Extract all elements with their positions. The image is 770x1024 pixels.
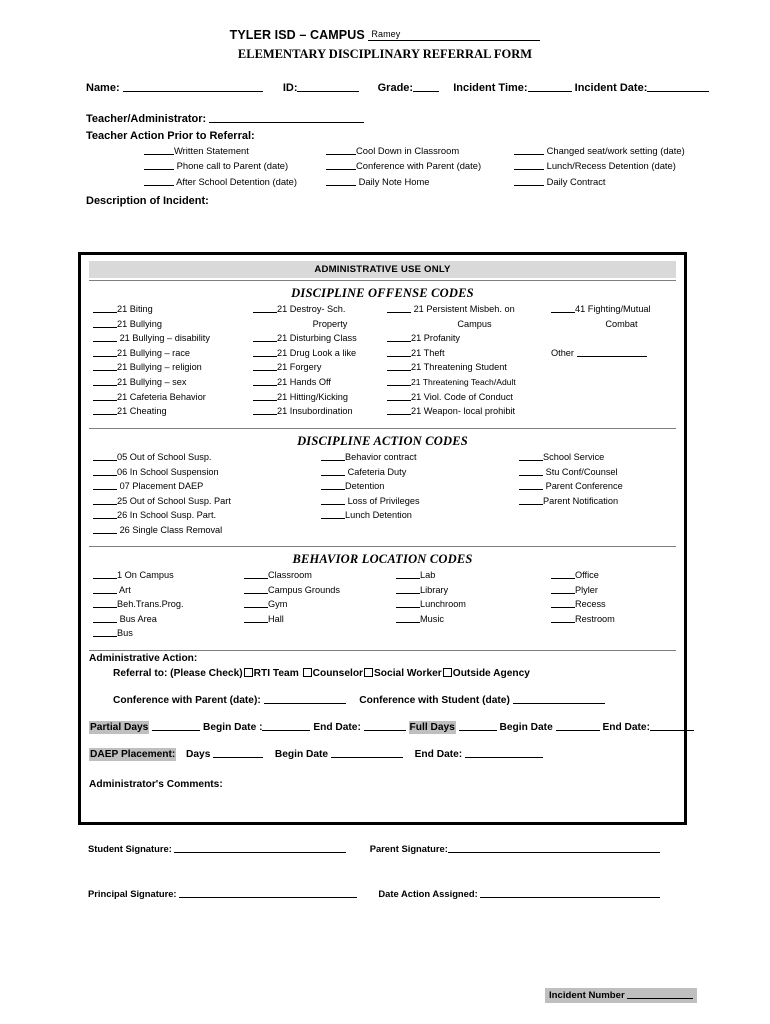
- offense-blank[interactable]: [551, 312, 575, 313]
- daep-row: [89, 749, 676, 760]
- location-blank[interactable]: [396, 593, 420, 594]
- divider: [89, 650, 676, 651]
- referral-option-label: Outside Agency: [452, 668, 530, 679]
- offense-item[interactable]: [387, 304, 552, 319]
- action-item-label: 06 In School Suspension: [117, 466, 219, 477]
- offense-item-label: 21 Bullying – religion: [117, 362, 202, 373]
- page-title: ELEMENTARY DISCIPLINARY REFERRAL FORM: [237, 47, 533, 61]
- location-item[interactable]: [551, 570, 691, 585]
- offense-item-label: 21 Drug Look a like: [277, 347, 357, 358]
- offense-blank[interactable]: [387, 341, 411, 342]
- offense-item[interactable]: [93, 392, 258, 407]
- partial-end-date-input[interactable]: [364, 730, 406, 731]
- offense-col-3: [387, 304, 552, 421]
- incident-time-input[interactable]: [528, 91, 572, 92]
- teacher-action-item[interactable]: [326, 176, 481, 191]
- location-blank[interactable]: [551, 607, 575, 608]
- signature-row-1: [88, 843, 688, 854]
- offense-other-label: Other: [551, 347, 574, 358]
- date-action-assigned-input[interactable]: [480, 897, 660, 898]
- teacher-action-item[interactable]: [144, 176, 297, 191]
- action-item[interactable]: [321, 467, 501, 482]
- action-item[interactable]: [519, 467, 694, 482]
- offense-item-label: 21 Cafeteria Behavior: [117, 391, 206, 402]
- action-item[interactable]: [321, 481, 501, 496]
- parent-signature-input[interactable]: [448, 852, 660, 853]
- teacher-admin-row: [86, 113, 684, 125]
- location-item[interactable]: [551, 599, 691, 614]
- signature-row-2: [88, 888, 688, 899]
- location-codes-title: BEHAVIOR LOCATION CODES: [292, 552, 473, 566]
- offense-item[interactable]: [253, 377, 393, 392]
- incident-date-label: Incident Date:: [574, 82, 648, 94]
- location-item-label: Plyler: [575, 584, 598, 595]
- teacher-action-options: [144, 145, 684, 192]
- location-item-label: Campus Grounds: [268, 584, 341, 595]
- action-item[interactable]: [321, 510, 501, 525]
- administrative-use-box: [78, 252, 687, 825]
- action-item-label: Detention: [345, 481, 385, 492]
- partial-days-label: Partial Days: [90, 722, 149, 733]
- offense-item-label: 21 Threatening Student: [411, 362, 507, 373]
- referral-to-label: Referral to: (Please Check): [113, 668, 243, 679]
- location-item-label: Recess: [575, 599, 606, 610]
- offense-blank[interactable]: [93, 327, 117, 328]
- name-input[interactable]: [123, 91, 263, 92]
- action-blank[interactable]: [519, 489, 543, 490]
- location-blank[interactable]: [244, 578, 268, 579]
- action-item-label: Parent Notification: [543, 495, 619, 506]
- signature-section: [88, 843, 688, 899]
- action-blank[interactable]: [93, 489, 117, 490]
- location-blank[interactable]: [93, 578, 117, 579]
- teacher-admin-input[interactable]: [209, 122, 364, 123]
- full-days-label: Full Days: [409, 722, 455, 733]
- teacher-action-blank[interactable]: [326, 154, 356, 155]
- location-item[interactable]: [244, 570, 399, 585]
- divider: [89, 428, 676, 429]
- offense-blank[interactable]: [253, 400, 277, 401]
- location-blank[interactable]: [93, 622, 117, 623]
- partial-days-input[interactable]: [152, 730, 200, 731]
- location-blank[interactable]: [551, 593, 575, 594]
- offense-blank[interactable]: [93, 370, 117, 371]
- offense-item[interactable]: [93, 377, 258, 392]
- action-blank[interactable]: [321, 518, 345, 519]
- teacher-action-item[interactable]: [144, 145, 297, 160]
- teacher-action-col-1: [144, 145, 297, 191]
- offense-item[interactable]: [387, 406, 552, 421]
- offense-item-label: 21 Bullying: [117, 318, 162, 329]
- partial-begin-date-label: Begin Date :: [203, 722, 263, 733]
- offense-item[interactable]: [253, 406, 393, 421]
- offense-other-row[interactable]: [551, 348, 686, 363]
- location-blank[interactable]: [244, 622, 268, 623]
- daep-begin-date-label: Begin Date: [274, 749, 329, 760]
- teacher-action-col-3: [514, 145, 685, 191]
- action-blank[interactable]: [321, 504, 345, 505]
- grade-label: Grade:: [377, 82, 414, 94]
- conference-student-input[interactable]: [513, 703, 605, 704]
- offense-item-label: 21 Disturbing Class: [277, 333, 357, 344]
- offense-item[interactable]: [387, 362, 552, 377]
- form-header: [0, 0, 770, 62]
- checkbox-social-worker[interactable]: [364, 668, 373, 677]
- teacher-action-item-label: Daily Note Home: [358, 175, 430, 187]
- action-blank[interactable]: [321, 489, 345, 490]
- location-item-label: Bus: [117, 628, 133, 639]
- action-item[interactable]: [93, 481, 323, 496]
- teacher-action-blank[interactable]: [514, 154, 544, 155]
- teacher-action-item-label: Lunch/Recess Detention (date): [546, 160, 676, 172]
- action-item[interactable]: [519, 496, 694, 511]
- location-blank[interactable]: [551, 578, 575, 579]
- location-item[interactable]: [93, 599, 248, 614]
- location-item-label: 1 On Campus: [117, 570, 174, 580]
- full-end-date-input[interactable]: [650, 730, 694, 731]
- offense-item-label: 21 Threatening Teach/Adult: [411, 376, 516, 387]
- incident-date-input[interactable]: [647, 91, 709, 92]
- offense-blank[interactable]: [253, 370, 277, 371]
- full-begin-date-input[interactable]: [556, 730, 600, 731]
- action-col-1: [93, 452, 323, 540]
- action-item[interactable]: [93, 467, 323, 482]
- id-input[interactable]: [297, 91, 359, 92]
- action-item[interactable]: [93, 452, 323, 467]
- location-item[interactable]: [396, 585, 551, 600]
- action-blank[interactable]: [519, 475, 543, 476]
- location-item[interactable]: [551, 585, 691, 600]
- action-item-label: Loss of Privileges: [347, 495, 420, 506]
- checkbox-counselor[interactable]: [303, 668, 312, 677]
- header-campus-line: [230, 28, 541, 42]
- offense-item-label: 21 Persistent Misbeh. on: [413, 304, 515, 314]
- administrative-use-bar: ADMINISTRATIVE USE ONLY: [89, 261, 676, 278]
- conference-row: [89, 695, 676, 706]
- offense-item-label: 21 Bullying – sex: [117, 376, 187, 387]
- offense-item[interactable]: [93, 333, 258, 348]
- administrative-action-label: Administrative Action:: [89, 653, 198, 664]
- divider: [89, 280, 676, 281]
- teacher-action-label: Teacher Action Prior to Referral:: [86, 130, 255, 142]
- location-blank[interactable]: [244, 607, 268, 608]
- offense-item[interactable]: [253, 362, 393, 377]
- teacher-action-item[interactable]: [514, 145, 685, 160]
- teacher-action-col-2: [326, 145, 481, 191]
- offense-col-4: [551, 304, 686, 362]
- teacher-action-item-label: Cool Down in Classroom: [356, 145, 460, 156]
- offense-blank[interactable]: [387, 312, 411, 313]
- offense-item-label: 21 Biting: [117, 304, 153, 314]
- location-item[interactable]: [93, 585, 248, 600]
- offense-blank[interactable]: [253, 414, 277, 415]
- offense-blank[interactable]: [387, 385, 411, 386]
- action-blank[interactable]: [321, 460, 345, 461]
- daep-end-date-label: End Date:: [414, 749, 463, 760]
- offense-col-1: [93, 304, 258, 421]
- location-item-label: Art: [119, 584, 131, 595]
- action-blank[interactable]: [93, 504, 117, 505]
- offense-item-label: 21 Bullying – race: [117, 347, 191, 358]
- location-item-label: Restroom: [575, 613, 615, 624]
- action-item-label: 07 Placement DAEP: [119, 481, 204, 492]
- offense-item-continuation: Combat: [605, 318, 638, 329]
- teacher-admin-label: Teacher/Administrator:: [86, 113, 207, 125]
- student-info-row: [86, 82, 684, 94]
- offense-item[interactable]: [253, 304, 393, 319]
- principal-signature-label: Principal Signature:: [88, 888, 177, 899]
- offense-item[interactable]: [253, 348, 393, 363]
- offense-item-label: 21 Cheating: [117, 406, 167, 417]
- offense-item[interactable]: [93, 304, 258, 319]
- teacher-action-item-label: Daily Contract: [546, 175, 606, 187]
- full-end-date-label: End Date:: [602, 722, 650, 733]
- partial-begin-date-input[interactable]: [262, 730, 310, 731]
- divider: [89, 546, 676, 547]
- action-item[interactable]: [93, 510, 323, 525]
- offense-blank[interactable]: [387, 414, 411, 415]
- location-col-3: [396, 570, 551, 628]
- offense-item[interactable]: [93, 362, 258, 377]
- daep-days-label: Days: [186, 749, 211, 760]
- location-blank[interactable]: [396, 607, 420, 608]
- offense-item-label: 21 Hands Off: [277, 376, 331, 387]
- location-blank[interactable]: [396, 622, 420, 623]
- offense-codes-grid: [89, 304, 676, 424]
- conference-student-label: Conference with Student (date): [359, 695, 510, 706]
- location-item-label: Hall: [268, 613, 284, 624]
- referral-option-label: Counselor: [312, 668, 364, 679]
- daep-begin-date-input[interactable]: [331, 757, 403, 758]
- location-blank[interactable]: [244, 593, 268, 594]
- incident-time-label: Incident Time:: [453, 82, 528, 94]
- offense-item[interactable]: [551, 304, 686, 319]
- offense-item-label: 21 Weapon- local prohibit: [411, 406, 516, 417]
- offense-item-continuation: Campus: [457, 318, 492, 329]
- action-blank[interactable]: [519, 504, 543, 505]
- location-item-label: Lab: [420, 570, 436, 580]
- action-col-2: [321, 452, 501, 525]
- offense-blank[interactable]: [93, 341, 117, 342]
- teacher-action-item[interactable]: [514, 176, 685, 191]
- incident-number-label: Incident Number: [549, 990, 625, 1001]
- location-item[interactable]: [244, 599, 399, 614]
- action-item-label: Cafeteria Duty: [347, 466, 407, 477]
- name-label: Name:: [86, 82, 120, 94]
- teacher-action-item-label: Written Statement: [174, 145, 249, 156]
- daep-end-date-input[interactable]: [465, 757, 543, 758]
- description-label: Description of Incident:: [86, 195, 209, 207]
- location-codes-grid: [89, 570, 676, 646]
- teacher-action-item[interactable]: [326, 145, 481, 160]
- offense-item-label: 21 Viol. Code of Conduct: [411, 391, 513, 402]
- action-item-label: 26 Single Class Removal: [119, 524, 223, 535]
- offense-item[interactable]: [387, 392, 552, 407]
- action-blank[interactable]: [93, 475, 117, 476]
- location-item[interactable]: [93, 570, 248, 585]
- teacher-action-blank[interactable]: [144, 154, 174, 155]
- referral-option-label: Social Worker: [374, 668, 442, 679]
- incident-number-box: [545, 988, 697, 1003]
- location-item[interactable]: [396, 599, 551, 614]
- offense-item-label: 41 Fighting/Mutual: [575, 304, 651, 314]
- action-item-label: Behavior contract: [345, 452, 417, 462]
- teacher-action-blank[interactable]: [326, 185, 356, 186]
- student-signature-label: Student Signature:: [88, 843, 172, 854]
- referral-option-label: RTI Team: [253, 668, 299, 679]
- header-title-prefix: TYLER ISD – CAMPUS: [229, 28, 365, 42]
- principal-signature-input[interactable]: [179, 897, 357, 898]
- action-blank[interactable]: [93, 460, 117, 461]
- offense-item[interactable]: [93, 348, 258, 363]
- teacher-action-item-label: Conference with Parent (date): [356, 160, 482, 172]
- offense-codes-title: DISCIPLINE OFFENSE CODES: [291, 286, 474, 300]
- offense-item-label: 21 Forgery: [277, 362, 322, 373]
- action-item-label: 25 Out of School Susp. Part: [117, 495, 231, 506]
- offense-blank[interactable]: [387, 370, 411, 371]
- offense-blank[interactable]: [253, 341, 277, 342]
- action-blank[interactable]: [93, 518, 117, 519]
- action-item[interactable]: [519, 481, 694, 496]
- teacher-action-item[interactable]: [144, 160, 297, 175]
- action-item-label: Lunch Detention: [345, 510, 412, 521]
- action-blank[interactable]: [321, 475, 345, 476]
- id-label: ID:: [282, 82, 298, 94]
- referral-to-row: [89, 668, 676, 679]
- location-item-label: Gym: [268, 599, 288, 610]
- daep-days-input[interactable]: [213, 757, 263, 758]
- action-item-label: School Service: [543, 452, 605, 462]
- location-item-label: Classroom: [268, 570, 312, 580]
- offense-item-label: 21 Theft: [411, 347, 445, 358]
- offense-blank[interactable]: [93, 385, 117, 386]
- location-item[interactable]: [93, 614, 248, 629]
- offense-blank[interactable]: [253, 356, 277, 357]
- administrator-comments-label: Administrator's Comments:: [89, 779, 223, 790]
- incident-number-input[interactable]: [627, 998, 693, 999]
- location-item-label: Music: [420, 613, 444, 624]
- action-codes-title: DISCIPLINE ACTION CODES: [297, 434, 468, 448]
- action-item-label: 26 In School Susp. Part.: [117, 510, 217, 521]
- action-item[interactable]: [93, 525, 323, 540]
- teacher-action-item-label: Phone call to Parent (date): [176, 160, 289, 172]
- offense-blank[interactable]: [253, 312, 277, 313]
- action-blank[interactable]: [93, 533, 117, 534]
- full-days-input[interactable]: [459, 730, 497, 731]
- action-item[interactable]: [321, 452, 501, 467]
- conference-parent-label: Conference with Parent (date):: [113, 695, 261, 706]
- location-item-label: Library: [420, 584, 449, 595]
- checkbox-outside-agency[interactable]: [443, 668, 452, 677]
- location-item[interactable]: [551, 614, 691, 629]
- offense-item[interactable]: [93, 319, 258, 334]
- teacher-action-item-label: After School Detention (date): [176, 175, 297, 187]
- location-item-label: Office: [575, 570, 599, 580]
- student-signature-input[interactable]: [174, 852, 346, 853]
- offense-col-2: [253, 304, 393, 421]
- location-col-2: [244, 570, 399, 628]
- action-item[interactable]: [519, 452, 694, 467]
- action-item[interactable]: [321, 496, 501, 511]
- action-item[interactable]: [93, 496, 323, 511]
- location-item[interactable]: [93, 628, 248, 643]
- partial-end-date-label: End Date:: [313, 722, 361, 733]
- offense-item-label: 21 Hitting/Kicking: [277, 391, 348, 402]
- teacher-action-item[interactable]: [514, 160, 685, 175]
- offense-blank[interactable]: [93, 414, 117, 415]
- offense-item-label: 21 Destroy- Sch.: [277, 304, 346, 314]
- offense-item[interactable]: [253, 333, 393, 348]
- offense-item-label: 21 Profanity: [411, 333, 461, 344]
- teacher-action-blank[interactable]: [514, 169, 544, 170]
- full-begin-date-label: Begin Date: [499, 722, 553, 733]
- top-fields-section: [0, 82, 770, 207]
- location-item[interactable]: [396, 614, 551, 629]
- teacher-action-blank[interactable]: [326, 169, 356, 170]
- checkbox-rti-team[interactable]: [244, 668, 253, 677]
- offense-blank[interactable]: [387, 356, 411, 357]
- action-col-3: [519, 452, 694, 510]
- action-item-label: 05 Out of School Susp.: [117, 452, 212, 462]
- campus-name-field[interactable]: Ramey: [368, 29, 540, 41]
- action-codes-grid: [89, 452, 676, 542]
- location-blank[interactable]: [93, 636, 117, 637]
- date-action-assigned-label: Date Action Assigned:: [378, 888, 478, 899]
- days-row: [89, 722, 676, 733]
- location-blank[interactable]: [396, 578, 420, 579]
- offense-blank[interactable]: [387, 400, 411, 401]
- location-item[interactable]: [244, 614, 399, 629]
- offense-item-continuation: Property: [312, 318, 348, 329]
- offense-item[interactable]: [387, 333, 552, 348]
- location-blank[interactable]: [93, 607, 117, 608]
- action-blank[interactable]: [519, 460, 543, 461]
- location-item-label: Bus Area: [119, 613, 157, 624]
- offense-item[interactable]: [387, 348, 552, 363]
- location-col-4: [551, 570, 691, 628]
- location-item-label: Lunchroom: [420, 599, 466, 610]
- teacher-action-blank[interactable]: [514, 185, 544, 186]
- offense-blank[interactable]: [253, 385, 277, 386]
- offense-blank[interactable]: [93, 312, 117, 313]
- location-item-label: Beh.Trans.Prog.: [117, 599, 184, 610]
- teacher-action-item-label: Changed seat/work setting (date): [546, 145, 685, 156]
- location-col-1: [93, 570, 248, 643]
- offense-blank[interactable]: [93, 400, 117, 401]
- conference-parent-input[interactable]: [264, 703, 346, 704]
- offense-item-label: 21 Insubordination: [277, 406, 353, 417]
- offense-item[interactable]: [253, 392, 393, 407]
- action-item-label: Stu Conf/Counsel: [545, 466, 618, 477]
- teacher-action-blank[interactable]: [144, 169, 174, 170]
- teacher-action-item[interactable]: [326, 160, 481, 175]
- location-item[interactable]: [396, 570, 551, 585]
- offense-item[interactable]: [93, 406, 258, 421]
- offense-other-input[interactable]: [577, 356, 647, 357]
- location-blank[interactable]: [93, 593, 117, 594]
- offense-item-label: 21 Bullying – disability: [119, 333, 210, 344]
- action-item-label: Parent Conference: [545, 481, 623, 492]
- location-item[interactable]: [244, 585, 399, 600]
- offense-item[interactable]: [387, 377, 552, 392]
- grade-input[interactable]: [413, 91, 439, 92]
- teacher-action-blank[interactable]: [144, 185, 174, 186]
- parent-signature-label: Parent Signature:: [369, 843, 448, 854]
- offense-blank[interactable]: [93, 356, 117, 357]
- daep-placement-label: DAEP Placement:: [90, 749, 176, 760]
- location-blank[interactable]: [551, 622, 575, 623]
